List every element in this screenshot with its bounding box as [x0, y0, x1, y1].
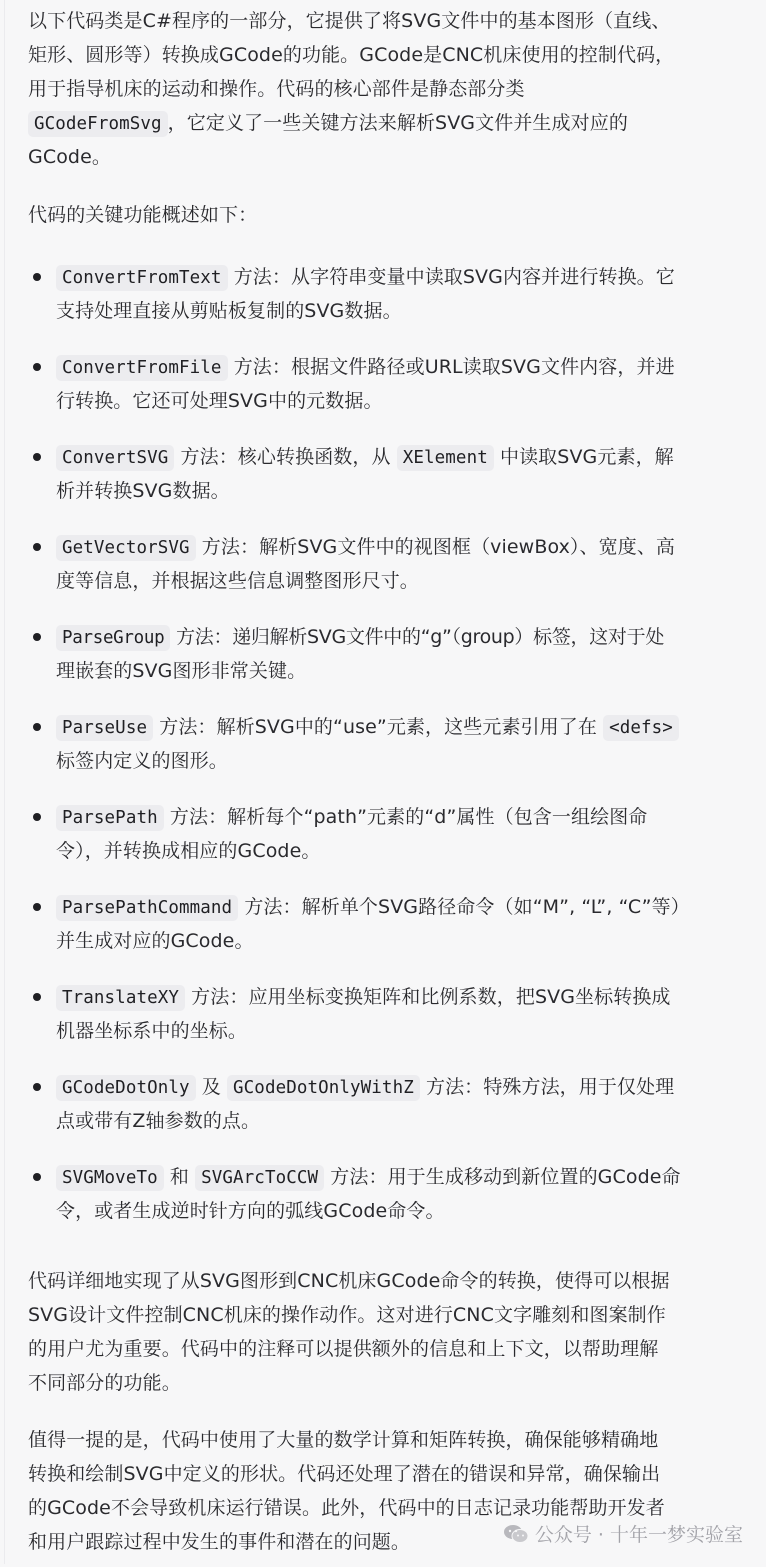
bullet-icon: [33, 273, 41, 281]
bullet-icon: [33, 363, 41, 371]
list-item: [28, 260, 758, 328]
method-code: ConvertFromText: [56, 265, 228, 291]
method-desc: 中读取SVG元素，解: [499, 446, 674, 468]
list-item: [28, 800, 758, 868]
method-desc: 方法：从字符串变量中读取SVG内容并进行转换。它: [233, 266, 675, 288]
method-desc: 令），并转换成相应的GCode。: [56, 840, 321, 862]
method-code: GCodeDotOnly: [56, 1075, 196, 1101]
method-desc: 方法：解析每个“path”元素的“d”属性（包含一组绘图命: [169, 806, 648, 828]
list-item: [28, 530, 758, 598]
watermark-text: 公众号 · 十年一梦实验室: [534, 1524, 743, 1546]
method-desc: 及: [201, 1076, 221, 1098]
method-desc: 方法：递归解析SVG文件中的“g”（group）标签，这对于处: [176, 626, 665, 648]
closing-line: 和用户跟踪过程中发生的事件和潜在的问题。: [28, 1531, 411, 1553]
bullet-icon: [33, 543, 41, 551]
method-code: TranslateXY: [56, 985, 185, 1011]
closing-line: 值得一提的是，代码中使用了大量的数学计算和矩阵转换，确保能够精确地: [28, 1429, 659, 1451]
bullet-icon: [33, 813, 41, 821]
method-desc: 析并转换SVG数据。: [56, 480, 230, 502]
method-code: ConvertSVG: [56, 445, 174, 471]
method-desc: 方法：核心转换函数，从: [180, 446, 391, 468]
method-code: ParseUse: [56, 715, 153, 741]
method-code: GetVectorSVG: [56, 535, 196, 561]
summary-line: SVG设计文件控制CNC机床的操作动作。这对进行CNC文字雕刻和图案制作: [28, 1304, 666, 1326]
method-desc: 方法：解析SVG中的“use”元素，这些元素引用了在: [159, 716, 597, 738]
method-desc: 和: [169, 1166, 189, 1188]
method-code: XElement: [397, 445, 494, 471]
method-desc: 方法：用于生成移动到新位置的GCode命: [330, 1166, 681, 1188]
overview-text: 代码的关键功能概述如下：: [28, 204, 258, 226]
intro-text: ，它定义了一些关键方法来解析SVG文件并生成对应的: [167, 112, 628, 134]
list-item: [28, 980, 758, 1048]
watermark: [503, 1520, 763, 1547]
method-desc: 并生成对应的GCode。: [56, 930, 254, 952]
overview-paragraph: [28, 198, 758, 232]
intro-paragraph: [28, 4, 758, 174]
summary-line: 的用户尤为重要。代码中的注释可以提供额外的信息和上下文，以帮助理解: [28, 1338, 659, 1360]
closing-line: 的GCode不会导致机床运行错误。此外，代码中的日志记录功能帮助开发者: [28, 1497, 665, 1519]
article-card: [4, 0, 763, 1564]
method-desc: 标签内定义的图形。: [56, 750, 228, 772]
list-item: [28, 890, 758, 958]
method-desc: 方法：解析SVG文件中的视图框（viewBox）、宽度、高: [201, 536, 676, 558]
intro-line: 矩形、圆形等）转换成GCode的功能。GCode是CNC机床使用的控制代码，: [28, 44, 675, 66]
bullet-icon: [33, 723, 41, 731]
bullet-icon: [33, 1083, 41, 1091]
bullet-icon: [33, 903, 41, 911]
method-desc: 度等信息，并根据这些信息调整图形尺寸。: [56, 570, 419, 592]
intro-line: 用于指导机床的运动和操作。代码的核心部件是静态部分类: [28, 78, 525, 100]
intro-line: 以下代码类是C#程序的一部分，它提供了将SVG文件中的基本图形（直线、: [28, 10, 671, 32]
method-code: ConvertFromFile: [56, 355, 228, 381]
intro-line: [28, 106, 758, 140]
method-desc: 行转换。它还可处理SVG中的元数据。: [56, 390, 383, 412]
list-item: [28, 710, 758, 778]
list-item: [28, 1160, 758, 1228]
method-desc: 方法：应用坐标变换矩阵和比例系数，把SVG坐标转换成: [191, 986, 671, 1008]
bullet-icon: [33, 1173, 41, 1181]
method-desc: 支持处理直接从剪贴板复制的SVG数据。: [56, 300, 402, 322]
method-desc: 令，或者生成逆时针方向的弧线GCode命令。: [56, 1200, 445, 1222]
method-desc: 方法：解析单个SVG路径命令（如“M”, “L”, “C”等）: [244, 896, 690, 918]
summary-paragraph: [28, 1264, 758, 1400]
method-code: SVGArcToCCW: [195, 1165, 324, 1191]
wechat-icon: [503, 1524, 529, 1544]
intro-line: GCode。: [28, 146, 111, 168]
method-desc: 方法：根据文件路径或URL读取SVG文件内容，并进: [233, 356, 675, 378]
summary-line: 代码详细地实现了从SVG图形到CNC机床GCode命令的转换，使得可以根据: [28, 1270, 670, 1292]
list-item: [28, 440, 758, 508]
method-code: <defs>: [603, 715, 679, 741]
bullet-icon: [33, 633, 41, 641]
method-code: SVGMoveTo: [56, 1165, 164, 1191]
class-name-code: GCodeFromSvg: [28, 111, 168, 137]
method-desc: 方法：特殊方法，用于仅处理: [425, 1076, 675, 1098]
method-code: ParsePath: [56, 805, 164, 831]
closing-line: 转换和绘制SVG中定义的形状。代码还处理了潜在的错误和异常，确保输出: [28, 1463, 661, 1485]
method-code: ParsePathCommand: [56, 895, 238, 921]
bullet-icon: [33, 993, 41, 1001]
method-desc: 机器坐标系中的坐标。: [56, 1020, 248, 1042]
bullet-icon: [33, 453, 41, 461]
list-item: [28, 350, 758, 418]
list-item: [28, 620, 758, 688]
method-desc: 点或带有Z轴参数的点。: [56, 1110, 261, 1132]
method-code: GCodeDotOnlyWithZ: [227, 1075, 420, 1101]
list-item: [28, 1070, 758, 1138]
method-desc: 理嵌套的SVG图形非常关键。: [56, 660, 307, 682]
method-code: ParseGroup: [56, 625, 170, 651]
summary-line: 不同部分的功能。: [28, 1372, 181, 1394]
